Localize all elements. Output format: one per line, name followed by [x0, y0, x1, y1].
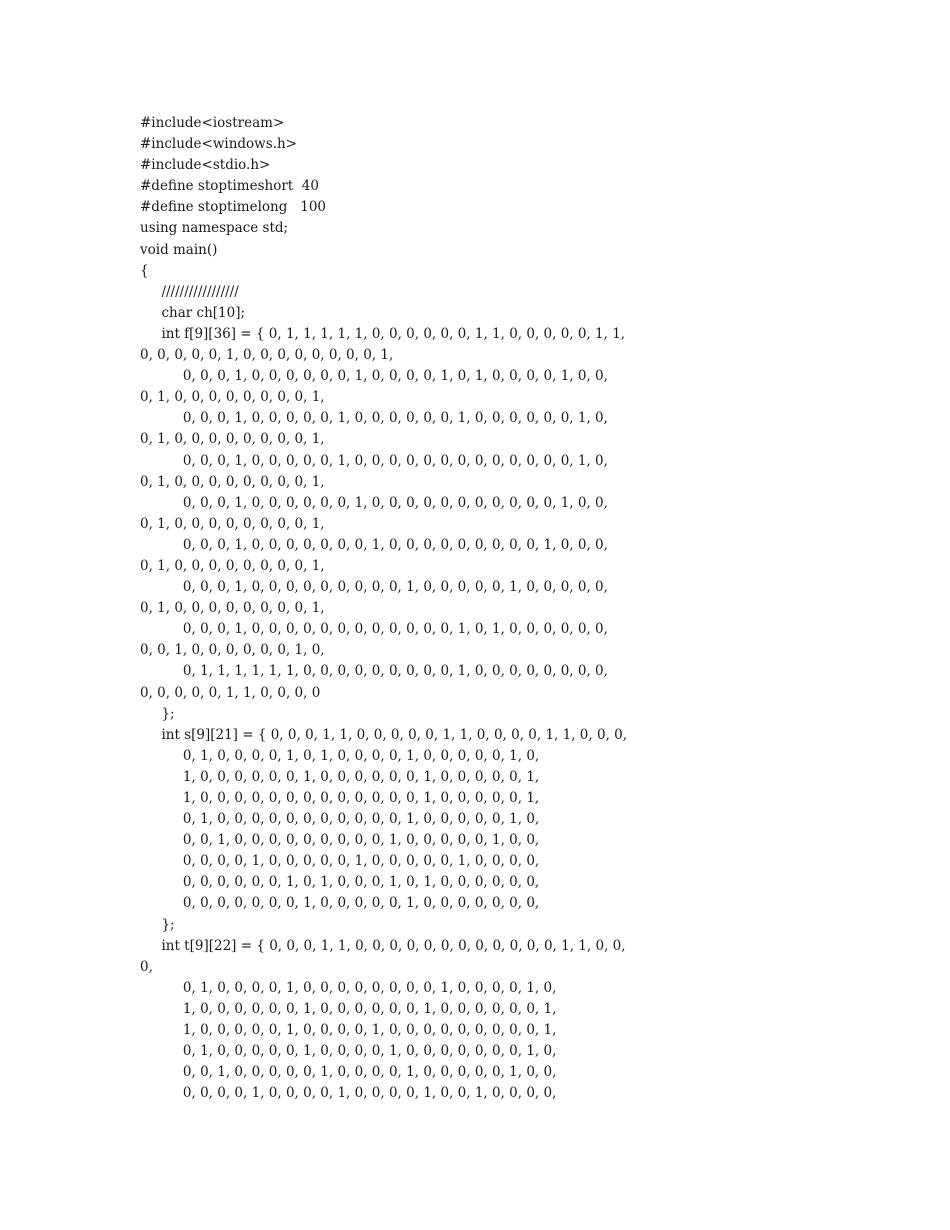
code-line: #define stoptimelong 100: [140, 199, 327, 216]
code-line: #include<stdio.h>: [140, 157, 271, 174]
code-line: 1, 0, 0, 0, 0, 0, 0, 0, 0, 0, 0, 0, 0, 0, 1, 0, 0, 0, 0, 0, 1,: [140, 790, 540, 806]
code-line: /////////////////: [140, 283, 239, 300]
code-line: void main(): [140, 241, 218, 258]
code-line: 0, 0, 1, 0, 0, 0, 0, 0, 1, 0, 0, 0, 0, 1, 0, 0, 0, 0, 0, 1, 0, 0,: [140, 1064, 557, 1081]
code-line: 0, 0, 0, 0, 0, 1, 0, 0, 0, 0, 0, 0, 0, 0, 1,: [140, 347, 394, 364]
code-line: 0, 0, 0, 1, 0, 0, 0, 0, 0, 0, 0, 1, 0, 0, 0, 0, 0, 0, 0, 0, 0, 1, 0, 0, 0,: [140, 536, 608, 553]
code-line: 0, 1, 0, 0, 0, 0, 0, 0, 0, 0, 1,: [140, 600, 325, 617]
code-line: 0, 0, 0, 1, 0, 0, 0, 0, 0, 0, 0, 0, 0, 0, 0, 0, 1, 0, 1, 0, 0, 0, 0, 0, 0,: [140, 621, 608, 638]
code-line: char ch[10];: [140, 304, 246, 321]
code-line: #include<iostream>: [140, 115, 285, 131]
code-line: 0, 0, 0, 1, 0, 0, 0, 0, 0, 1, 0, 0, 0, 0, 0, 0, 1, 0, 0, 0, 0, 0, 0, 1, 0,: [140, 410, 608, 427]
code-line: 0, 0, 0, 1, 0, 0, 0, 0, 0, 0, 1, 0, 0, 0, 0, 0, 0, 0, 0, 0, 0, 0, 1, 0, 0,: [140, 494, 608, 511]
code-line: 0, 0, 0, 1, 0, 0, 0, 0, 0, 0, 0, 0, 0, 1, 0, 0, 0, 0, 0, 1, 0, 0, 0, 0, 0,: [140, 579, 608, 596]
code-line: 0, 0, 1, 0, 0, 0, 0, 0, 0, 0, 0, 0, 1, 0, 0, 0, 0, 0, 1, 0, 0,: [140, 832, 540, 849]
code-listing: [140, 113, 830, 1104]
code-line: };: [140, 705, 175, 722]
code-line: 0, 0, 0, 1, 0, 0, 0, 0, 0, 0, 1, 0, 0, 0, 0, 1, 0, 1, 0, 0, 0, 0, 1, 0, 0,: [140, 368, 608, 385]
code-line: 1, 0, 0, 0, 0, 0, 0, 1, 0, 0, 0, 0, 0, 0, 1, 0, 0, 0, 0, 0, 1,: [140, 768, 540, 785]
code-line: 1, 0, 0, 0, 0, 0, 0, 1, 0, 0, 0, 0, 0, 0, 1, 0, 0, 0, 0, 0, 0, 1,: [140, 1000, 557, 1017]
code-line: 0, 1, 0, 0, 0, 0, 1, 0, 1, 0, 0, 0, 0, 1, 0, 0, 0, 0, 0, 1, 0,: [140, 747, 540, 764]
code-line: 0, 1, 0, 0, 0, 0, 1, 0, 0, 0, 0, 0, 0, 0, 0, 1, 0, 0, 0, 0, 1, 0,: [140, 979, 557, 996]
code-line: };: [140, 916, 175, 933]
code-line: 0, 1, 0, 0, 0, 0, 0, 0, 0, 0, 1,: [140, 557, 325, 574]
code-line: 0, 0, 0, 0, 1, 0, 0, 0, 0, 0, 1, 0, 0, 0, 0, 0, 1, 0, 0, 0, 0,: [140, 853, 540, 870]
code-line: 0, 1, 0, 0, 0, 0, 0, 0, 0, 0, 1,: [140, 431, 325, 448]
code-line: int f[9][36] = { 0, 1, 1, 1, 1, 1, 0, 0, 0, 0, 0, 0, 1, 1, 0, 0, 0, 0, 0, 1, 1,: [140, 325, 626, 342]
code-line: int t[9][22] = { 0, 0, 0, 1, 1, 0, 0, 0, 0, 0, 0, 0, 0, 0, 0, 0, 0, 1, 1, 0, 0,: [140, 937, 626, 954]
code-line: using namespace std;: [140, 220, 289, 237]
code-line: 0, 0, 1, 0, 0, 0, 0, 0, 0, 1, 0,: [140, 642, 325, 659]
code-line: #define stoptimeshort 40: [140, 178, 319, 195]
code-line: 0, 0, 0, 0, 0, 0, 0, 1, 0, 0, 0, 0, 0, 1, 0, 0, 0, 0, 0, 0, 0,: [140, 895, 540, 912]
code-line: #include<windows.h>: [140, 136, 297, 153]
code-line: 0, 1, 1, 1, 1, 1, 1, 0, 0, 0, 0, 0, 0, 0, 0, 0, 1, 0, 0, 0, 0, 0, 0, 0, 0,: [140, 663, 608, 680]
code-line: int s[9][21] = { 0, 0, 0, 1, 1, 0, 0, 0, 0, 0, 1, 1, 0, 0, 0, 0, 1, 1, 0, 0, 0,: [140, 726, 628, 743]
code-line: 0, 1, 0, 0, 0, 0, 0, 0, 0, 0, 0, 0, 0, 1, 0, 0, 0, 0, 0, 1, 0,: [140, 811, 540, 828]
code-line: 0, 0, 0, 0, 0, 0, 1, 0, 1, 0, 0, 0, 1, 0, 1, 0, 0, 0, 0, 0, 0,: [140, 874, 540, 891]
code-line: 0, 0, 0, 0, 0, 1, 1, 0, 0, 0, 0: [140, 684, 321, 701]
code-line: 0, 1, 0, 0, 0, 0, 0, 0, 0, 0, 1,: [140, 515, 325, 532]
code-line: 0, 1, 0, 0, 0, 0, 0, 0, 0, 0, 1,: [140, 473, 325, 490]
code-line: 0, 1, 0, 0, 0, 0, 0, 0, 0, 0, 1,: [140, 389, 325, 406]
code-line: 0, 0, 0, 0, 1, 0, 0, 0, 0, 1, 0, 0, 0, 0, 1, 0, 0, 1, 0, 0, 0, 0,: [140, 1085, 557, 1102]
code-line: 0, 0, 0, 1, 0, 0, 0, 0, 0, 1, 0, 0, 0, 0, 0, 0, 0, 0, 0, 0, 0, 0, 0, 1, 0,: [140, 452, 608, 469]
code-line: 0,: [140, 958, 153, 975]
code-line: {: [140, 262, 149, 279]
code-line: 1, 0, 0, 0, 0, 0, 1, 0, 0, 0, 0, 1, 0, 0, 0, 0, 0, 0, 0, 0, 0, 1,: [140, 1022, 557, 1039]
code-line: 0, 1, 0, 0, 0, 0, 0, 1, 0, 0, 0, 0, 1, 0, 0, 0, 0, 0, 0, 0, 1, 0,: [140, 1043, 557, 1060]
